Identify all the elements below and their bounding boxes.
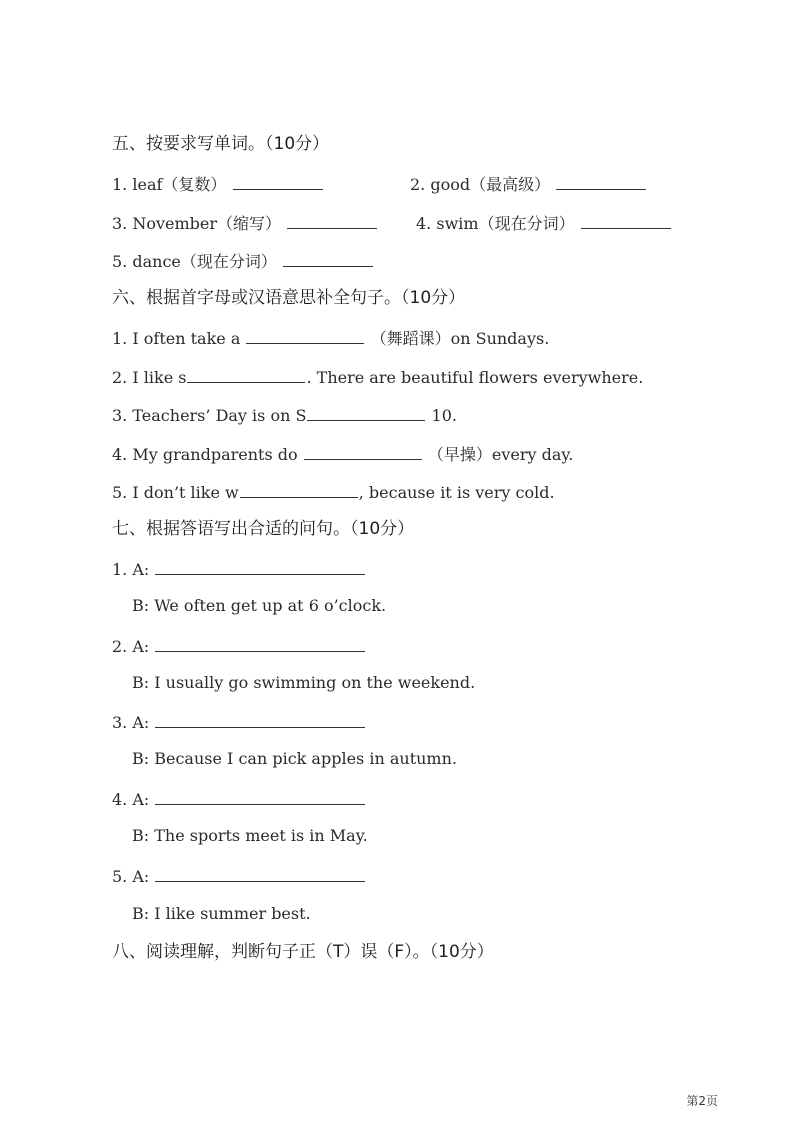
item-number: 4. [112,445,128,464]
item-number: 5. [112,252,128,271]
item-hint: （缩写） [217,214,282,233]
s6-item-2 [112,366,643,388]
answer-blank[interactable] [581,212,671,229]
item-text: I don’t like w [132,483,239,502]
s7-item-1-b: B: We often get up at 6 o’clock. [132,596,387,615]
s7-item-5-b: B: I like summer best. [132,904,311,923]
s6-item-3 [112,404,457,426]
item-hint: （最高级） [470,175,551,194]
a-label: A: [132,713,150,732]
s5-item-5 [112,250,374,272]
item-number: 5. [112,483,128,502]
answer-blank[interactable] [155,865,365,882]
item-number: 1. [112,329,128,348]
item-text: . There are beautiful flowers everywhere. [306,368,644,387]
item-number: 3. [112,713,128,732]
answer-blank[interactable] [283,250,373,267]
item-number: 2. [410,175,426,194]
answer-blank[interactable] [307,404,425,421]
item-hint: （复数） [162,175,227,194]
item-number: 3. [112,214,128,233]
item-number: 4. [416,214,432,233]
item-number: 5. [112,867,128,886]
item-number: 2. [112,368,128,387]
item-text: on Sundays. [450,329,550,348]
s7-item-5-a [112,865,366,887]
item-word: good [430,175,471,194]
item-text: My grandparents do [132,445,298,464]
s7-item-2-b: B: I usually go swimming on the weekend. [132,673,476,692]
item-text: 10. [431,406,457,425]
item-word: swim [436,214,479,233]
answer-blank[interactable] [155,788,365,805]
s7-item-4-a [112,788,366,810]
s7-item-1-a [112,558,366,580]
item-text: I like s [132,368,187,387]
item-text: Teachers’ Day is on S [132,406,307,425]
s6-item-1 [112,327,549,349]
item-hint: （现在分词） [478,214,575,233]
item-hint: （舞蹈课） [370,329,451,348]
item-number: 3. [112,406,128,425]
answer-blank[interactable] [233,173,323,190]
answer-blank[interactable] [246,327,364,344]
section-five-heading: 五、按要求写单词。（10分） [112,134,330,154]
s5-item-1 [112,173,324,195]
item-text: every day. [491,445,574,464]
section-eight-heading: 八、阅读理解，判断句子正（T）误（F）。（10分） [112,942,494,962]
item-word: dance [132,252,181,271]
answer-blank[interactable] [155,558,365,575]
s6-item-4 [112,443,573,465]
s6-item-5 [112,481,555,503]
s7-item-3-b: B: Because I can pick apples in autumn. [132,749,457,768]
section-seven-heading: 七、根据答语写出合适的问句。（10分） [112,519,415,539]
a-label: A: [132,560,150,579]
item-number: 2. [112,637,128,656]
item-number: 4. [112,790,128,809]
s7-item-4-b: B: The sports meet is in May. [132,826,368,845]
item-number: 1. [112,560,128,579]
item-word: leaf [132,175,163,194]
a-label: A: [132,637,150,656]
item-number: 1. [112,175,128,194]
s7-item-3-a [112,711,366,733]
answer-blank[interactable] [155,711,365,728]
s5-item-3 [112,212,378,234]
item-hint: （早操） [427,445,492,464]
item-text: I often take a [132,329,241,348]
a-label: A: [132,867,150,886]
a-label: A: [132,790,150,809]
answer-blank[interactable] [187,366,305,383]
item-word: November [132,214,218,233]
answer-blank[interactable] [240,481,358,498]
s5-item-4 [416,212,672,234]
item-hint: （现在分词） [180,252,277,271]
answer-blank[interactable] [287,212,377,229]
answer-blank[interactable] [556,173,646,190]
page-number: 第2页 [686,1094,718,1108]
s7-item-2-a [112,635,366,657]
item-text: , because it is very cold. [358,483,555,502]
s5-item-2 [410,173,647,195]
section-six-heading: 六、根据首字母或汉语意思补全句子。（10分） [112,288,466,308]
answer-blank[interactable] [304,443,422,460]
answer-blank[interactable] [155,635,365,652]
